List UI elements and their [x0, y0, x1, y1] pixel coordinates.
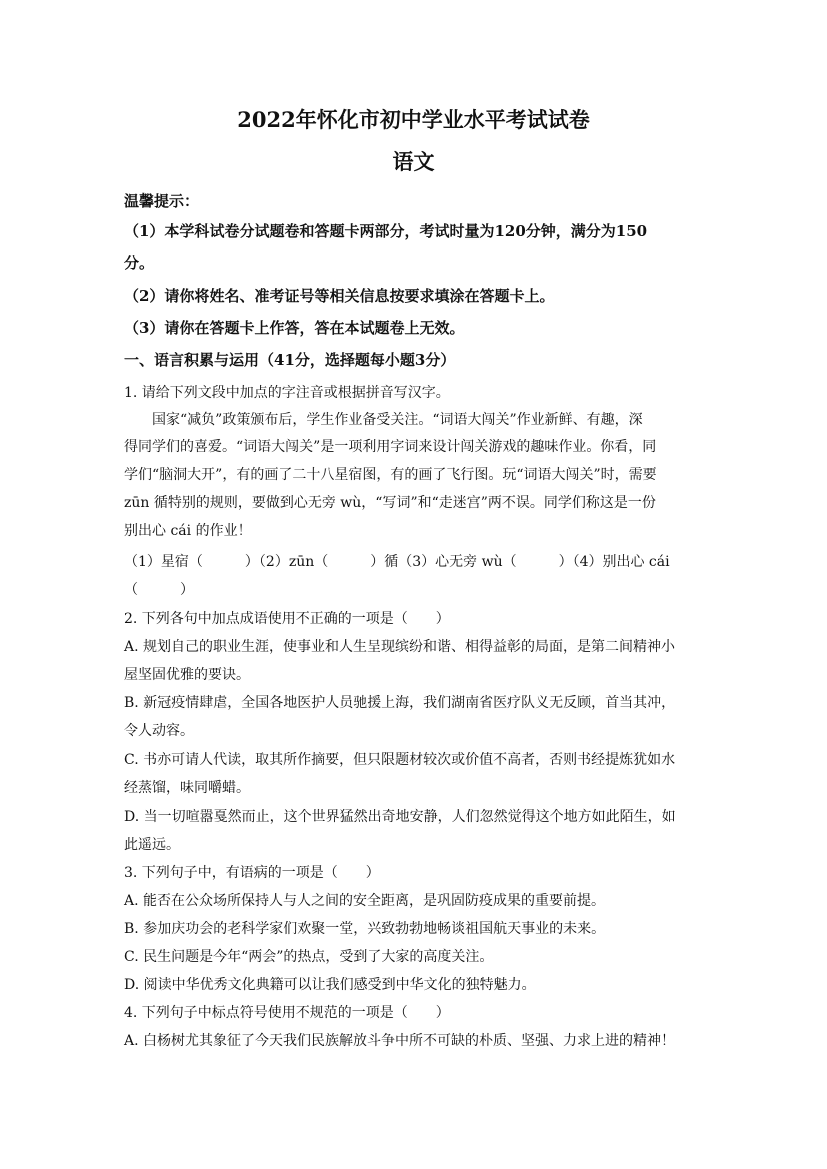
option-line: C. 书亦可请人代读，取其所作摘要，但只限题材较次或价值不高者，否则书经提炼犹如水 [124, 752, 676, 768]
tip-item: （3）请你在答题卡上作答，答在本试题卷上无效。 [124, 319, 465, 337]
option-line: 令人动容。 [124, 723, 194, 739]
passage-line: 学们“脑洞大开”，有的画了二十八星宿图，有的画了飞行图。玩“词语大闯关”时，需要 [124, 467, 657, 483]
page-title: 2022年怀化市初中学业水平考试试卷 [237, 107, 590, 132]
passage-line: 国家“减负”政策颁布后，学生作业备受关注。“词语大闯关”作业新鲜、有趣，深 [152, 412, 643, 428]
tip-item: （1）本学科试卷分试题卷和答题卡两部分，考试时量为120分钟，满分为150 [124, 222, 648, 240]
option-line: D. 阅读中华优秀文化典籍可以让我们感受到中华文化的独特魅力。 [124, 977, 536, 993]
subject-title: 语文 [392, 149, 435, 174]
option-line: A. 规划自己的职业生涯，使事业和人生呈现缤纷和谐、相得益彰的局面，是第二间精神小 [124, 639, 676, 655]
passage-line: zūn 循特别的规则，要做到心无旁 wù，“写词”和“走迷宫”两不误。同学们称这是一份 [124, 495, 656, 511]
tip-item: （2）请你将姓名、准考证号等相关信息按要求填涂在答题卡上。 [124, 287, 555, 305]
tip-item: 分。 [124, 254, 155, 272]
passage-line: 别出心 cái 的作业！ [124, 523, 252, 539]
section-heading: 一、语言积累与运用（41分，选择题每小题3分） [124, 351, 456, 369]
question-stem: 1. 请给下列文段中加点的字注音或根据拼音写汉字。 [124, 385, 450, 401]
option-line: A. 白杨树尤其象征了今天我们民族解放斗争中所不可缺的朴质、坚强、力求上进的精神！ [124, 1033, 676, 1049]
option-line: A. 能否在公众场所保持人与人之间的安全距离，是巩固防疫成果的重要前提。 [124, 893, 606, 909]
option-line: 经蒸馏，味同嚼蜡。 [124, 780, 250, 796]
tips-heading: 温馨提示： [124, 192, 200, 210]
question-stem: 4. 下列句子中标点符号使用不规范的一项是（ ） [124, 1005, 450, 1021]
question-stem: 2. 下列各句中加点成语使用不正确的一项是（ ） [124, 611, 450, 627]
option-line: 此遥远。 [124, 837, 180, 853]
option-line: C. 民生问题是今年“两会”的热点，受到了大家的高度关注。 [124, 949, 494, 965]
option-line: B. 参加庆功会的老科学家们欢聚一堂，兴致勃勃地畅谈祖国航天事业的未来。 [124, 921, 606, 937]
option-line: B. 新冠疫情肆虐，全国各地医护人员驰援上海，我们湖南省医疗队义无反顾，首当其冲， [124, 695, 676, 711]
option-line: D. 当一切喧嚣戛然而止，这个世界猛然出奇地安静，人们忽然觉得这个地方如此陌生，如 [124, 809, 676, 825]
passage-line: 得同学们的喜爱。“词语大闯关”是一项利用字词来设计闯关游戏的趣味作业。你看，同 [124, 439, 657, 455]
question-stem: 3. 下列句子中，有语病的一项是（ ） [124, 865, 380, 881]
answer-blanks: （ ） [124, 582, 194, 598]
answer-blanks: （1）星宿（ ）（2）zūn（ ）循（3）心无旁 wù（ ）（4）别出心 cái [124, 554, 670, 570]
option-line: 屋坚固优雅的要诀。 [124, 667, 250, 683]
